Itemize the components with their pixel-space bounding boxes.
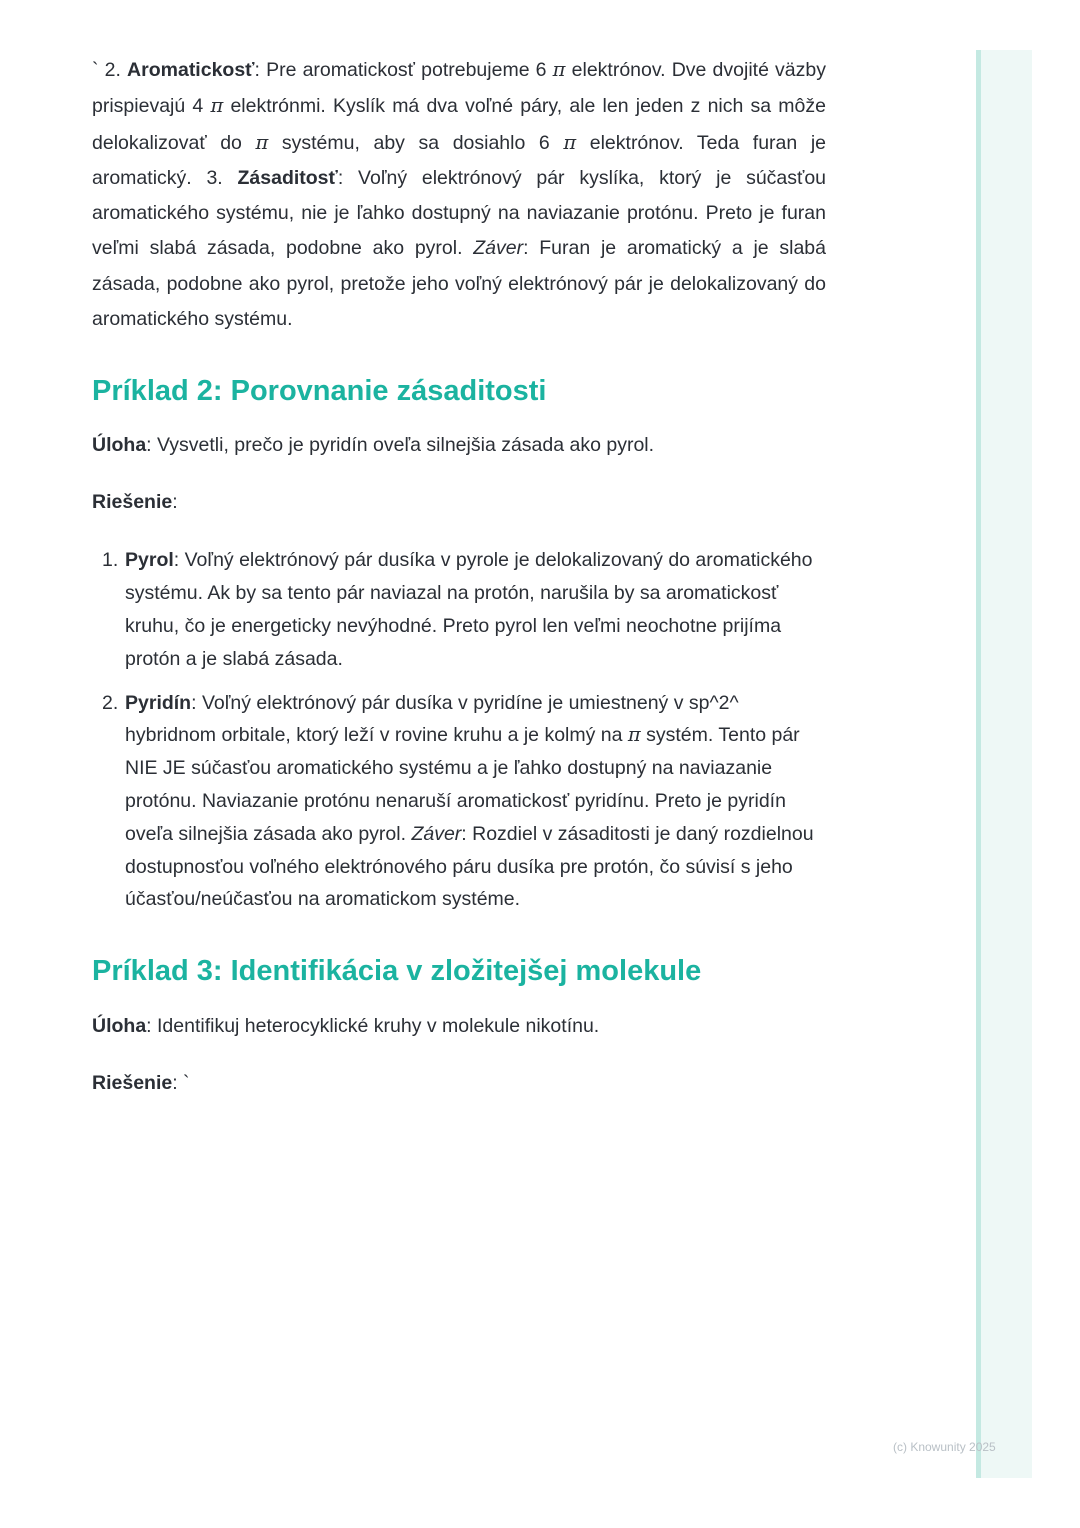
copyright-footer: (c) Knowunity 2025 xyxy=(893,1440,996,1454)
pi-symbol: π xyxy=(255,130,269,154)
example2-solution-label: Riešenie: xyxy=(92,491,178,514)
list-item: 1. Pyrol: Voľný elektrónový pár dusíka v pyrole je delokalizovaný do aromatického systému. Ak by sa tento pár naviazal na protón, narušila by sa aromatickosť kruhu, čo je energeticky nevýhodné. Preto pyrol len veľmi neochotne prijíma protón a je slabá zásada. xyxy=(92,544,826,675)
page-content xyxy=(92,52,826,1097)
aromaticity-label: Aromatickosť xyxy=(127,59,255,81)
example3-solution-label: Riešenie: ` xyxy=(92,1072,190,1095)
example2-heading: Príklad 2: Porovnanie zásaditosti xyxy=(92,375,547,408)
list-item: 2. Pyridín: Voľný elektrónový pár dusíka v pyridíne je umiestnený v sp^2^ hybridnom orbitale, ktorý leží v rovine kruhu a je kolmý na π systém. Tento pár NIE JE súčasťou aromatického systému a je ľahko dostupný na naviazanie protónu. Naviazanie protónu nenaruší aromatickosť pyridínu. Preto je pyridín oveľa silnejšia zásada ako pyrol. Záver: Rozdiel v zásaditosti je daný rozdielnou dostupnosťou voľného elektrónového páru dusíka pre protón, čo súvisí s jeho účasťou/neúčasťou na aromatickom systéme. xyxy=(92,687,826,917)
pi-symbol: π xyxy=(563,130,577,154)
list-number: 2. xyxy=(102,691,119,714)
pi-symbol: π xyxy=(210,94,224,118)
solution-list xyxy=(92,544,826,916)
pi-symbol: π xyxy=(627,723,641,747)
intro-paragraph: ` 2. Aromatickosť: Pre aromatickosť potrebujeme 6 π elektrónov. Dve dvojité väzby prispievajú 4 π elektrónmi. Kyslík má dva voľné páry, ale len jeden z nich sa môže delokalizovať do π systému, aby sa dosiahlo 6 π elektrónov. Teda furan je aromatický. 3. Zásaditosť: Voľný elektrónový pár kyslíka, ktorý je súčasťou aromatického systému, nie je ľahko dostupný na naviazanie protónu. Preto je furan veľmi slabá zásada, podobne ako pyrol. Záver: Furan je aromatický a je slabá zásada, podobne ako pyrol, pretože jeho voľný elektrónový pár je delokalizovaný do aromatického systému. xyxy=(92,58,827,331)
basicity-label: Zásaditosť xyxy=(237,166,338,189)
example3-task: Úloha: Identifikuj heterocyklické kruhy v molekule nikotínu. xyxy=(92,1015,600,1038)
item-label: Pyridín xyxy=(125,691,192,714)
example2-task: Úloha: Vysvetli, prečo je pyridín oveľa silnejšia zásada ako pyrol. xyxy=(92,434,655,457)
pi-symbol: π xyxy=(552,58,566,81)
conclusion-label: Záver xyxy=(411,822,462,845)
item-label: Pyrol xyxy=(125,549,174,572)
task-label: Úloha xyxy=(92,1015,147,1038)
conclusion-label: Záver xyxy=(473,237,524,260)
list-number: 1. xyxy=(102,549,119,572)
example3-heading: Príklad 3: Identifikácia v zložitejšej molekule xyxy=(92,955,702,988)
right-sidebar-strip xyxy=(976,50,1032,1478)
task-label: Úloha xyxy=(92,434,147,457)
